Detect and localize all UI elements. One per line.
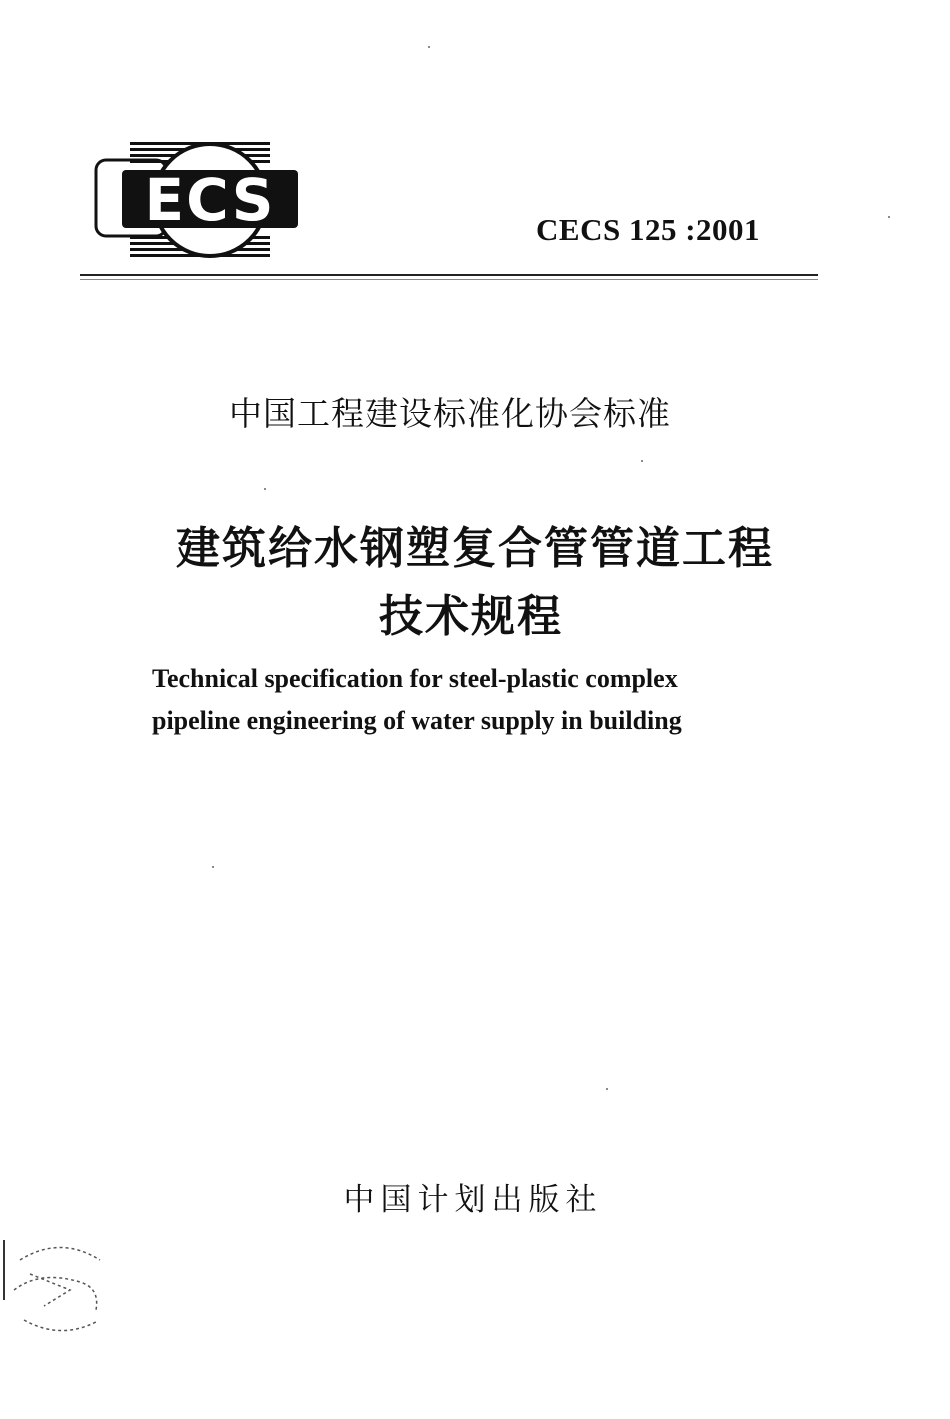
scan-speck [641, 460, 643, 462]
title-english-line-2: pipeline engineering of water supply in building [152, 706, 682, 735]
header-divider-thin [80, 279, 818, 280]
scan-speck [264, 488, 266, 490]
title-chinese-line-1: 建筑给水钢塑复合管管道工程 [176, 523, 774, 574]
title-english-line-1: Technical specification for steel-plastic complex [152, 664, 678, 693]
scan-speck [428, 46, 430, 48]
scan-speck [888, 216, 890, 218]
issuing-organization: 中国工程建设标准化协会标准 [229, 394, 671, 433]
header-divider [80, 274, 818, 276]
standard-code: CECS 125 :2001 [536, 212, 761, 247]
scan-speck [606, 1088, 608, 1090]
svg-text:ECS: ECS [144, 166, 276, 234]
library-stamp-mark [0, 1230, 120, 1342]
publisher: 中国计划出版社 [343, 1182, 603, 1218]
ecs-logo [92, 136, 298, 264]
title-chinese-line-2: 技术规程 [379, 591, 563, 642]
scan-speck [212, 866, 214, 868]
